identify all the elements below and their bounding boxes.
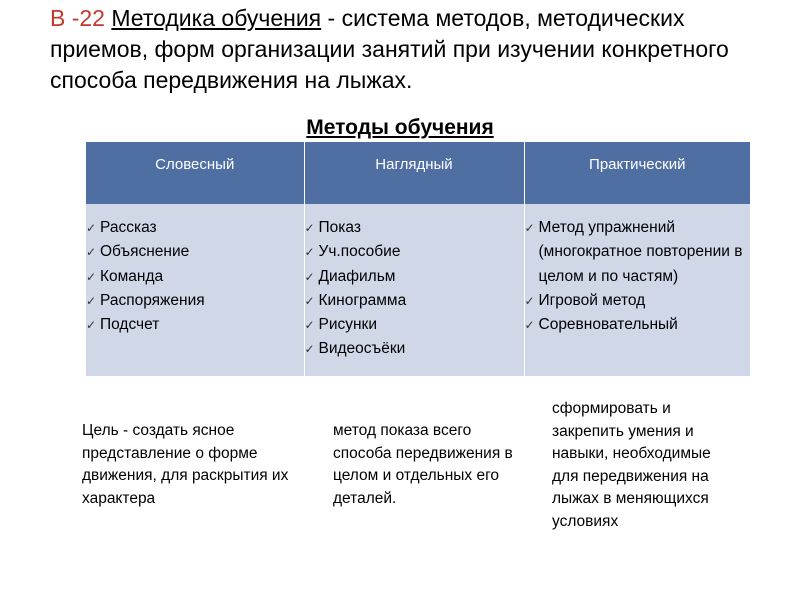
practical-methods-list — [525, 216, 751, 337]
list-item: ✓ Уч.пособие — [305, 240, 524, 264]
table-heading: Методы обучения — [306, 116, 494, 139]
cell-visual — [304, 204, 524, 376]
visual-methods-list — [305, 216, 524, 362]
table-body-row — [86, 204, 750, 376]
cell-verbal — [86, 204, 304, 376]
header-verbal: Словесный — [86, 142, 304, 204]
list-item: ✓ Видеосъёки — [305, 337, 524, 361]
note-verbal: Цель - создать ясное представление о форме движения, для раскрытия их характера — [82, 422, 289, 507]
note-visual: метод показа всего способа передвижения в целом и отдельных его деталей. — [333, 422, 513, 507]
note-practical: сформировать и закрепить умения и навыки, необходимые для передвижения на лыжах в меняющихся условиях — [552, 400, 711, 530]
list-item: ✓ Объяснение — [86, 240, 304, 264]
list-item: ✓ Команда — [86, 265, 304, 289]
cell-practical — [524, 204, 750, 376]
list-item: ✓ Подсчет — [86, 313, 304, 337]
title-term: Методика обучения — [111, 5, 322, 31]
list-item: ✓ Рисунки — [305, 313, 524, 337]
list-item: ✓ Соревновательный — [525, 313, 751, 337]
title-definition: - система методов, методических приемов, форм организации занятий при изучении конкретного способа передвижения на лыжах. — [50, 5, 729, 93]
verbal-methods-list — [86, 216, 304, 337]
table-header-row — [86, 142, 750, 204]
question-code: В -22 — [50, 5, 105, 31]
list-item: ✓ Метод упражнений (многократное повторении в целом и по частям) — [525, 216, 751, 289]
list-item: ✓ Диафильм — [305, 265, 524, 289]
methods-table — [86, 142, 750, 376]
header-visual: Наглядный — [304, 142, 524, 204]
list-item: ✓ Распоряжения — [86, 289, 304, 313]
list-item: ✓ Игровой метод — [525, 289, 751, 313]
list-item: ✓ Кинограмма — [305, 289, 524, 313]
header-practical: Практический — [524, 142, 750, 204]
slide-title — [50, 3, 770, 96]
list-item: ✓ Показ — [305, 216, 524, 240]
list-item: ✓ Рассказ — [86, 216, 304, 240]
